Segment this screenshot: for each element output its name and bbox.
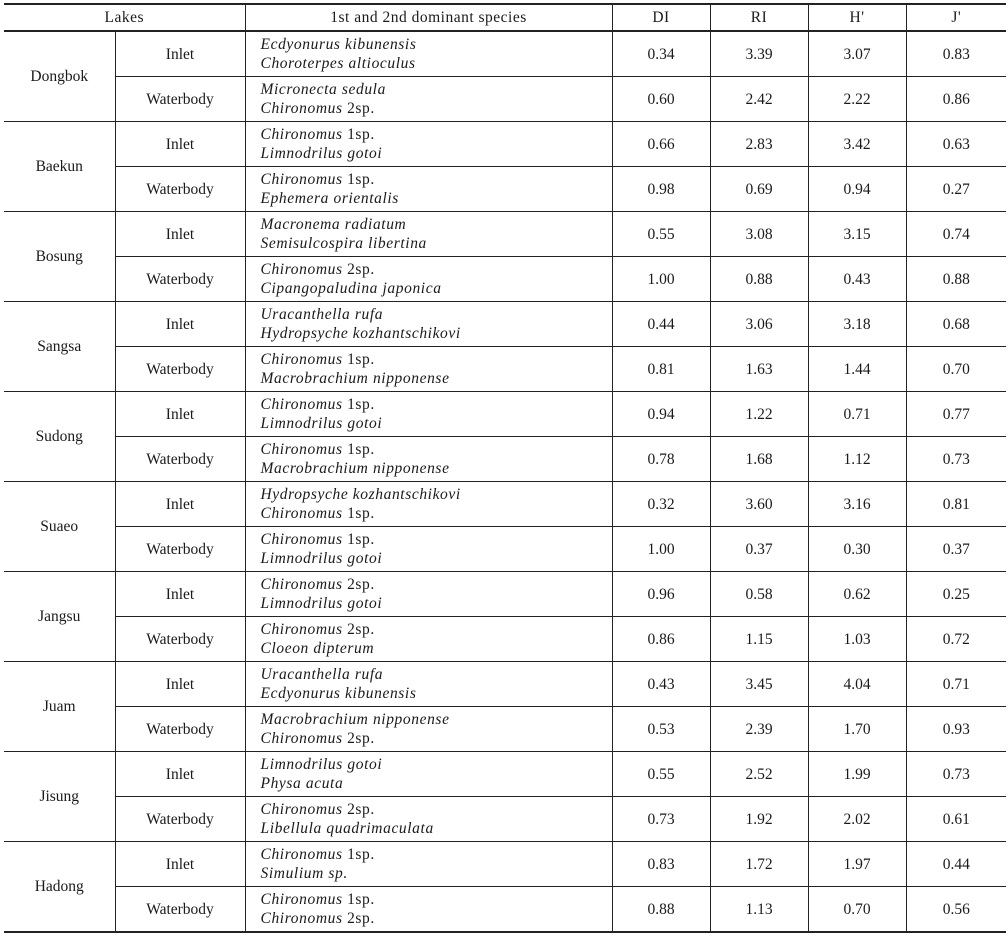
header-j: J' [906,4,1006,31]
dominant-species-cell [245,257,612,302]
j-value: 0.73 [906,752,1006,797]
site-type: Waterbody [115,347,245,392]
site-type: Waterbody [115,707,245,752]
second-dominant-species: Chironomus 1sp. [260,505,375,522]
dominant-species-table [4,3,1006,933]
h-value: 1.12 [808,437,906,482]
di-value: 0.96 [612,572,710,617]
di-value: 0.32 [612,482,710,527]
site-type: Inlet [115,482,245,527]
header-lakes: Lakes [4,4,245,31]
header-di: DI [612,4,710,31]
first-dominant-species: Chironomus 1sp. [260,396,375,413]
first-dominant-species: Chironomus 1sp. [260,891,375,908]
table-row [4,437,1006,482]
second-dominant-species: Semisulcospira libertina [260,235,427,252]
header-row [4,4,1006,31]
second-dominant-species: Cipangopaludina japonica [260,280,442,297]
j-value: 0.93 [906,707,1006,752]
j-value: 0.63 [906,122,1006,167]
site-type: Waterbody [115,887,245,933]
table-row [4,662,1006,707]
first-dominant-species: Chironomus 1sp. [260,846,375,863]
site-type: Waterbody [115,527,245,572]
second-dominant-species: Chironomus 2sp. [260,910,375,927]
lake-name: Hadong [4,842,115,933]
table-row [4,527,1006,572]
ri-value: 1.63 [710,347,808,392]
lake-name: Baekun [4,122,115,212]
header-h: H' [808,4,906,31]
dominant-species-cell [245,212,612,257]
ri-value: 1.68 [710,437,808,482]
table-row [4,572,1006,617]
first-dominant-species: Limnodrilus gotoi [260,756,383,773]
site-type: Inlet [115,842,245,887]
second-dominant-species: Choroterpes altioculus [260,55,416,72]
dominant-species-cell [245,842,612,887]
first-dominant-species: Uracanthella rufa [260,306,384,323]
table-row [4,347,1006,392]
ri-value: 1.72 [710,842,808,887]
j-value: 0.70 [906,347,1006,392]
di-value: 0.43 [612,662,710,707]
first-dominant-species: Chironomus 1sp. [260,126,375,143]
dominant-species-cell [245,662,612,707]
h-value: 0.30 [808,527,906,572]
table-body [4,32,1006,933]
dominant-species-cell [245,572,612,617]
table-row [4,482,1006,527]
dominant-species-cell [245,32,612,77]
table-row [4,77,1006,122]
header-species: 1st and 2nd dominant species [245,4,612,31]
dominant-species-cell [245,302,612,347]
first-dominant-species: Chironomus 1sp. [260,351,375,368]
j-value: 0.86 [906,77,1006,122]
ri-value: 0.58 [710,572,808,617]
first-dominant-species: Macrobrachium nipponense [260,711,450,728]
table-row [4,842,1006,887]
di-value: 0.44 [612,302,710,347]
h-value: 4.04 [808,662,906,707]
di-value: 0.98 [612,167,710,212]
table-row [4,122,1006,167]
ri-value: 3.08 [710,212,808,257]
j-value: 0.72 [906,617,1006,662]
di-value: 0.55 [612,212,710,257]
di-value: 0.34 [612,32,710,77]
j-value: 0.27 [906,167,1006,212]
first-dominant-species: Hydropsyche kozhantschikovi [260,486,461,503]
ri-value: 1.15 [710,617,808,662]
di-value: 0.73 [612,797,710,842]
table-row [4,392,1006,437]
di-value: 0.88 [612,887,710,933]
h-value: 1.44 [808,347,906,392]
second-dominant-species: Simulium sp. [260,865,348,882]
j-value: 0.56 [906,887,1006,933]
ri-value: 3.39 [710,32,808,77]
di-value: 0.66 [612,122,710,167]
second-dominant-species: Limnodrilus gotoi [260,595,383,612]
j-value: 0.77 [906,392,1006,437]
lake-name: Jangsu [4,572,115,662]
j-value: 0.37 [906,527,1006,572]
site-type: Inlet [115,122,245,167]
dominant-species-cell [245,482,612,527]
lake-name: Sangsa [4,302,115,392]
site-type: Inlet [115,572,245,617]
first-dominant-species: Chironomus 1sp. [260,441,375,458]
second-dominant-species: Hydropsyche kozhantschikovi [260,325,461,342]
di-value: 0.94 [612,392,710,437]
dominant-species-cell [245,797,612,842]
di-value: 0.81 [612,347,710,392]
h-value: 3.07 [808,32,906,77]
first-dominant-species: Chironomus 2sp. [260,261,375,278]
di-value: 1.00 [612,527,710,572]
second-dominant-species: Ecdyonurus kibunensis [260,685,417,702]
second-dominant-species: Libellula quadrimaculata [260,820,434,837]
di-value: 0.55 [612,752,710,797]
table-row [4,887,1006,933]
site-type: Waterbody [115,797,245,842]
lake-name: Juam [4,662,115,752]
di-value: 0.60 [612,77,710,122]
dominant-species-cell [245,347,612,392]
j-value: 0.74 [906,212,1006,257]
j-value: 0.25 [906,572,1006,617]
site-type: Inlet [115,392,245,437]
site-type: Inlet [115,662,245,707]
table-row [4,167,1006,212]
h-value: 3.42 [808,122,906,167]
table-row [4,752,1006,797]
j-value: 0.81 [906,482,1006,527]
h-value: 3.15 [808,212,906,257]
lake-name: Suaeo [4,482,115,572]
dominant-species-cell [245,122,612,167]
di-value: 0.83 [612,842,710,887]
j-value: 0.61 [906,797,1006,842]
first-dominant-species: Chironomus 1sp. [260,531,375,548]
ri-value: 2.42 [710,77,808,122]
site-type: Inlet [115,302,245,347]
second-dominant-species: Limnodrilus gotoi [260,145,383,162]
j-value: 0.44 [906,842,1006,887]
ri-value: 3.06 [710,302,808,347]
j-value: 0.88 [906,257,1006,302]
h-value: 0.94 [808,167,906,212]
dominant-species-cell [245,77,612,122]
dominant-species-cell [245,167,612,212]
header-ri: RI [710,4,808,31]
ri-value: 2.83 [710,122,808,167]
lake-name: Sudong [4,392,115,482]
dominant-species-cell [245,752,612,797]
dominant-species-cell [245,392,612,437]
h-value: 0.71 [808,392,906,437]
second-dominant-species: Macrobrachium nipponense [260,460,450,477]
site-type: Inlet [115,32,245,77]
table-row [4,707,1006,752]
second-dominant-species: Chironomus 2sp. [260,730,375,747]
site-type: Waterbody [115,437,245,482]
species-table-container [4,3,1006,933]
h-value: 2.02 [808,797,906,842]
first-dominant-species: Uracanthella rufa [260,666,384,683]
lake-name: Jisung [4,752,115,842]
second-dominant-species: Physa acuta [260,775,344,792]
table-row [4,212,1006,257]
first-dominant-species: Chironomus 2sp. [260,801,375,818]
di-value: 0.86 [612,617,710,662]
ri-value: 0.88 [710,257,808,302]
h-value: 0.62 [808,572,906,617]
h-value: 0.43 [808,257,906,302]
ri-value: 1.22 [710,392,808,437]
dominant-species-cell [245,887,612,933]
h-value: 1.03 [808,617,906,662]
dominant-species-cell [245,437,612,482]
site-type: Inlet [115,752,245,797]
site-type: Waterbody [115,257,245,302]
site-type: Waterbody [115,167,245,212]
h-value: 3.16 [808,482,906,527]
table-row [4,257,1006,302]
table-row [4,797,1006,842]
second-dominant-species: Cloeon dipterum [260,640,375,657]
di-value: 1.00 [612,257,710,302]
first-dominant-species: Chironomus 1sp. [260,171,375,188]
ri-value: 3.60 [710,482,808,527]
site-type: Waterbody [115,77,245,122]
second-dominant-species: Macrobrachium nipponense [260,370,450,387]
lake-name: Bosung [4,212,115,302]
di-value: 0.78 [612,437,710,482]
di-value: 0.53 [612,707,710,752]
ri-value: 2.52 [710,752,808,797]
site-type: Inlet [115,212,245,257]
first-dominant-species: Chironomus 2sp. [260,576,375,593]
site-type: Waterbody [115,617,245,662]
first-dominant-species: Chironomus 2sp. [260,621,375,638]
h-value: 2.22 [808,77,906,122]
first-dominant-species: Ecdyonurus kibunensis [260,36,417,53]
first-dominant-species: Macronema radiatum [260,216,407,233]
dominant-species-cell [245,707,612,752]
j-value: 0.73 [906,437,1006,482]
ri-value: 3.45 [710,662,808,707]
h-value: 1.70 [808,707,906,752]
h-value: 1.97 [808,842,906,887]
dominant-species-cell [245,527,612,572]
first-dominant-species: Micronecta sedula [260,81,386,98]
ri-value: 2.39 [710,707,808,752]
table-row [4,302,1006,347]
dominant-species-cell [245,617,612,662]
second-dominant-species: Chironomus 2sp. [260,100,375,117]
ri-value: 0.37 [710,527,808,572]
lake-name: Dongbok [4,32,115,122]
j-value: 0.71 [906,662,1006,707]
j-value: 0.83 [906,32,1006,77]
second-dominant-species: Limnodrilus gotoi [260,415,383,432]
h-value: 3.18 [808,302,906,347]
table-row [4,617,1006,662]
ri-value: 1.92 [710,797,808,842]
h-value: 0.70 [808,887,906,933]
h-value: 1.99 [808,752,906,797]
second-dominant-species: Limnodrilus gotoi [260,550,383,567]
table-row [4,32,1006,77]
ri-value: 0.69 [710,167,808,212]
ri-value: 1.13 [710,887,808,933]
j-value: 0.68 [906,302,1006,347]
second-dominant-species: Ephemera orientalis [260,190,399,207]
